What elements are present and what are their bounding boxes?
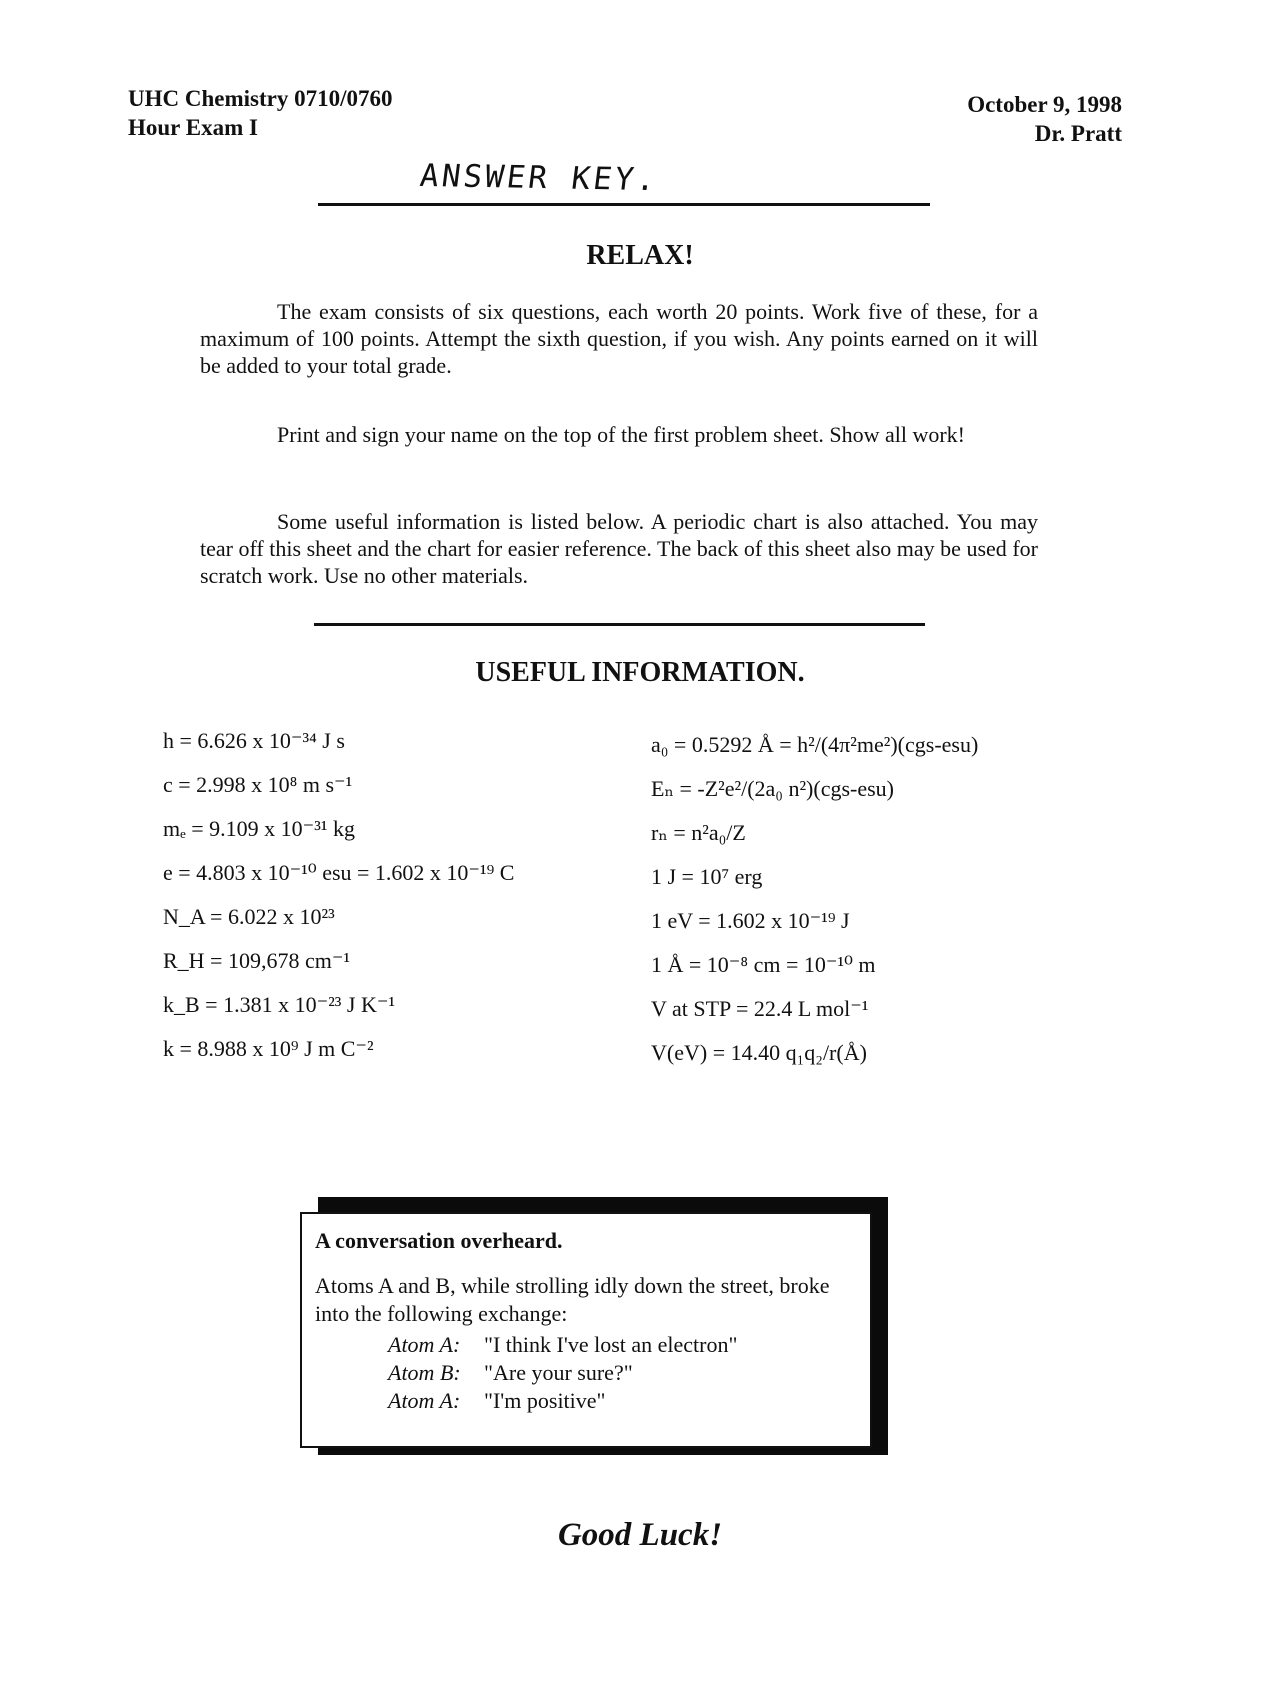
constant-boltzmann: k_B = 1.381 x 10⁻²³ J K⁻¹ <box>163 992 396 1017</box>
course-title: UHC Chemistry 0710/0760 <box>128 86 393 111</box>
divider-top <box>318 203 930 206</box>
instructions-paragraph-2: Print and sign your name on the top of the first problem sheet. Show all work! <box>277 422 965 447</box>
constant-speed-of-light: c = 2.998 x 10⁸ m s⁻¹ <box>163 772 353 797</box>
divider-middle <box>314 623 925 626</box>
joke-intro: Atoms A and B, while strolling idly down the street, broke into the following exchange: <box>315 1273 830 1326</box>
conversion-ev-joule: 1 eV = 1.602 x 10⁻¹⁹ J <box>651 908 850 933</box>
handwritten-answer-key: ANSWER KEY. <box>418 157 661 199</box>
constant-bohr-radius: a₀ = 0.5292 Å = h²/(4π²me²)(cgs-esu) <box>651 732 979 757</box>
joke-line: Atom A: "I think I've lost an electron" <box>388 1332 738 1357</box>
good-luck-closing: Good Luck! <box>557 1517 723 1553</box>
conversion-joule-erg: 1 J = 10⁷ erg <box>651 864 763 889</box>
relax-heading: RELAX! <box>586 240 694 271</box>
instructor-name: Dr. Pratt <box>1034 121 1122 146</box>
constant-molar-volume: V at STP = 22.4 L mol⁻¹ <box>651 996 869 1021</box>
formula-coulomb-potential: V(eV) = 14.40 q₁q₂/r(Å) <box>651 1040 867 1065</box>
joke-line: Atom A: "I'm positive" <box>388 1388 606 1413</box>
conversion-angstrom: 1 Å = 10⁻⁸ cm = 10⁻¹⁰ m <box>651 952 876 977</box>
constant-electron-mass: mₑ = 9.109 x 10⁻³¹ kg <box>163 816 355 841</box>
constant-avogadro: N_A = 6.022 x 10²³ <box>163 904 335 929</box>
instructions-paragraph-1: The exam consists of six questions, each worth 20 points. Work five of these, for a maximum of 100 points. Attempt the sixth question, if you wish. Any points earned on it will be added to your total grade. <box>200 299 1038 378</box>
constant-energy-level: Eₙ = -Z²e²/(2a₀ n²)(cgs-esu) <box>651 776 895 801</box>
constant-coulomb: k = 8.988 x 10⁹ J m C⁻² <box>163 1036 374 1061</box>
instructions-paragraph-3: Some useful information is listed below. A periodic chart is also attached. You may tear off this sheet and the chart for easier reference. The back of this sheet also may be used for scratch work. Use no other materials. <box>200 509 1038 588</box>
exam-title: Hour Exam I <box>128 115 258 140</box>
joke-title: A conversation overheard. <box>315 1228 563 1253</box>
constant-electron-charge: e = 4.803 x 10⁻¹⁰ esu = 1.602 x 10⁻¹⁹ C <box>163 860 515 885</box>
joke-line: Atom B: "Are your sure?" <box>388 1360 633 1385</box>
exam-date: October 9, 1998 <box>967 92 1122 117</box>
constant-orbit-radius: rₙ = n²a₀/Z <box>651 820 746 845</box>
constant-planck: h = 6.626 x 10⁻³⁴ J s <box>163 728 345 753</box>
constant-rydberg: R_H = 109,678 cm⁻¹ <box>163 948 351 973</box>
useful-information-heading: USEFUL INFORMATION. <box>475 657 805 688</box>
